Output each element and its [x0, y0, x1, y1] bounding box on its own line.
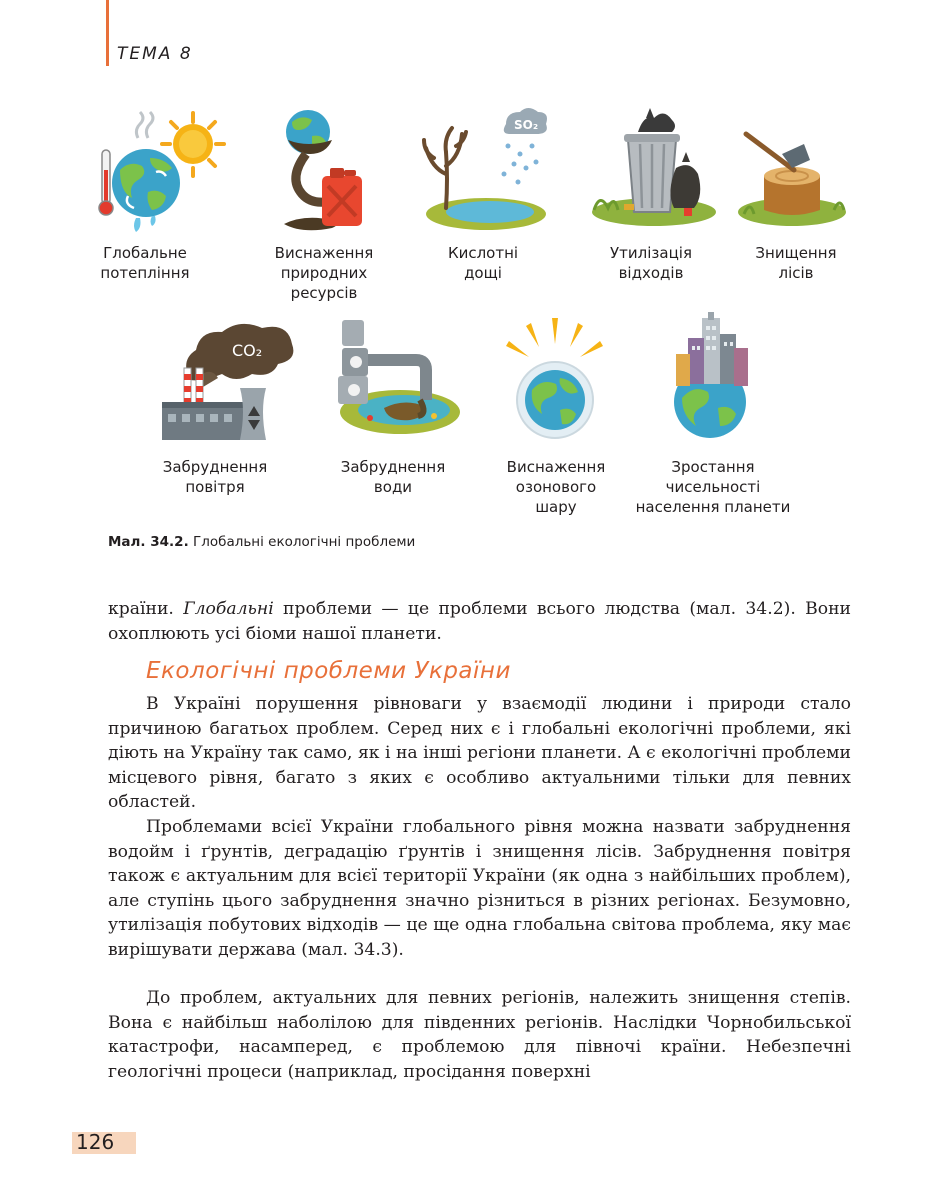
caption-resource-depletion: Виснаження природних ресурсів [274, 244, 374, 302]
ozone-depletion-icon [502, 314, 608, 442]
paragraph-2: Проблемами всієї України глобального рівня можна назвати забруднення водойм і ґрунтів, деградацію ґрунтів і знищення лісів. Забруднення повітря також є актуальним для всієї території України (як одна з найбільших проблем), але ступінь цього забруднення значно різниться в різних регіонах. Безумовно, утилізація побутових відходів — це ще одна глобальна світова проблема, яку має вирішувати держава (мал. 34.3). [108, 817, 851, 960]
acid-rain-icon [416, 104, 548, 234]
resource-depletion-icon [272, 106, 372, 236]
caption-population-growth: Зростання чисельності населення планети [635, 458, 791, 516]
population-growth-icon [664, 312, 760, 440]
caption-acid-rain: Кислотні дощі [447, 244, 519, 282]
so2-label: SO₂ [514, 118, 539, 132]
caption-ozone-depletion: Виснаження озонового шару [506, 458, 606, 516]
paragraph-intro: країни. Глобальні проблеми — це проблеми всього людства (мал. 34.2). Вони охоплюють усі біоми нашої планети. [108, 599, 852, 644]
paragraph-1: В Україні порушення рівноваги у взаємодії людини і природи стало причиною багатьох проблем. Серед них є і глобальні екологічні проблеми, які діють на Україну так само, як і на інші регіони планети. А є екологічні проблеми місцевого рівня, багато з яких є особливо актуальними тільки для певних областей. [108, 694, 852, 813]
figure-caption-label: Мал. 34.2. [108, 534, 189, 550]
paragraph-3: До проблем, актуальних для певних регіонів, належить знищення степів. Вона є найбільш наболілою для південних регіонів. Наслідки Чорнобильської катастрофи, насамперед, є проблемою для півночі країни. Небезпечні геологічні процеси (наприклад, просідання поверхні [108, 988, 851, 1082]
deforestation-icon [736, 124, 848, 230]
emphasis-global: Глобальні [183, 599, 274, 619]
caption-waste-disposal: Утилізація відходів [610, 244, 692, 282]
caption-water-pollution: Забруднення води [340, 458, 446, 496]
caption-air-pollution: Забруднення повітря [162, 458, 268, 496]
caption-global-warming: Глобальне потепління [100, 244, 190, 282]
figure-caption-text: Глобальні екологічні проблеми [188, 534, 416, 550]
topic-accent-bar [106, 0, 109, 66]
waste-disposal-icon [588, 104, 718, 228]
page-number: 126 [76, 1130, 115, 1154]
section-heading: Екологічні проблеми України [146, 658, 511, 684]
figure-caption [108, 534, 415, 550]
air-pollution-icon [160, 320, 296, 442]
caption-deforestation: Знищення лісів [755, 244, 837, 282]
co2-label: CO₂ [232, 341, 263, 360]
topic-label: ТЕМА 8 [117, 44, 193, 64]
water-pollution-icon [334, 316, 462, 440]
global-warming-icon [98, 108, 228, 238]
